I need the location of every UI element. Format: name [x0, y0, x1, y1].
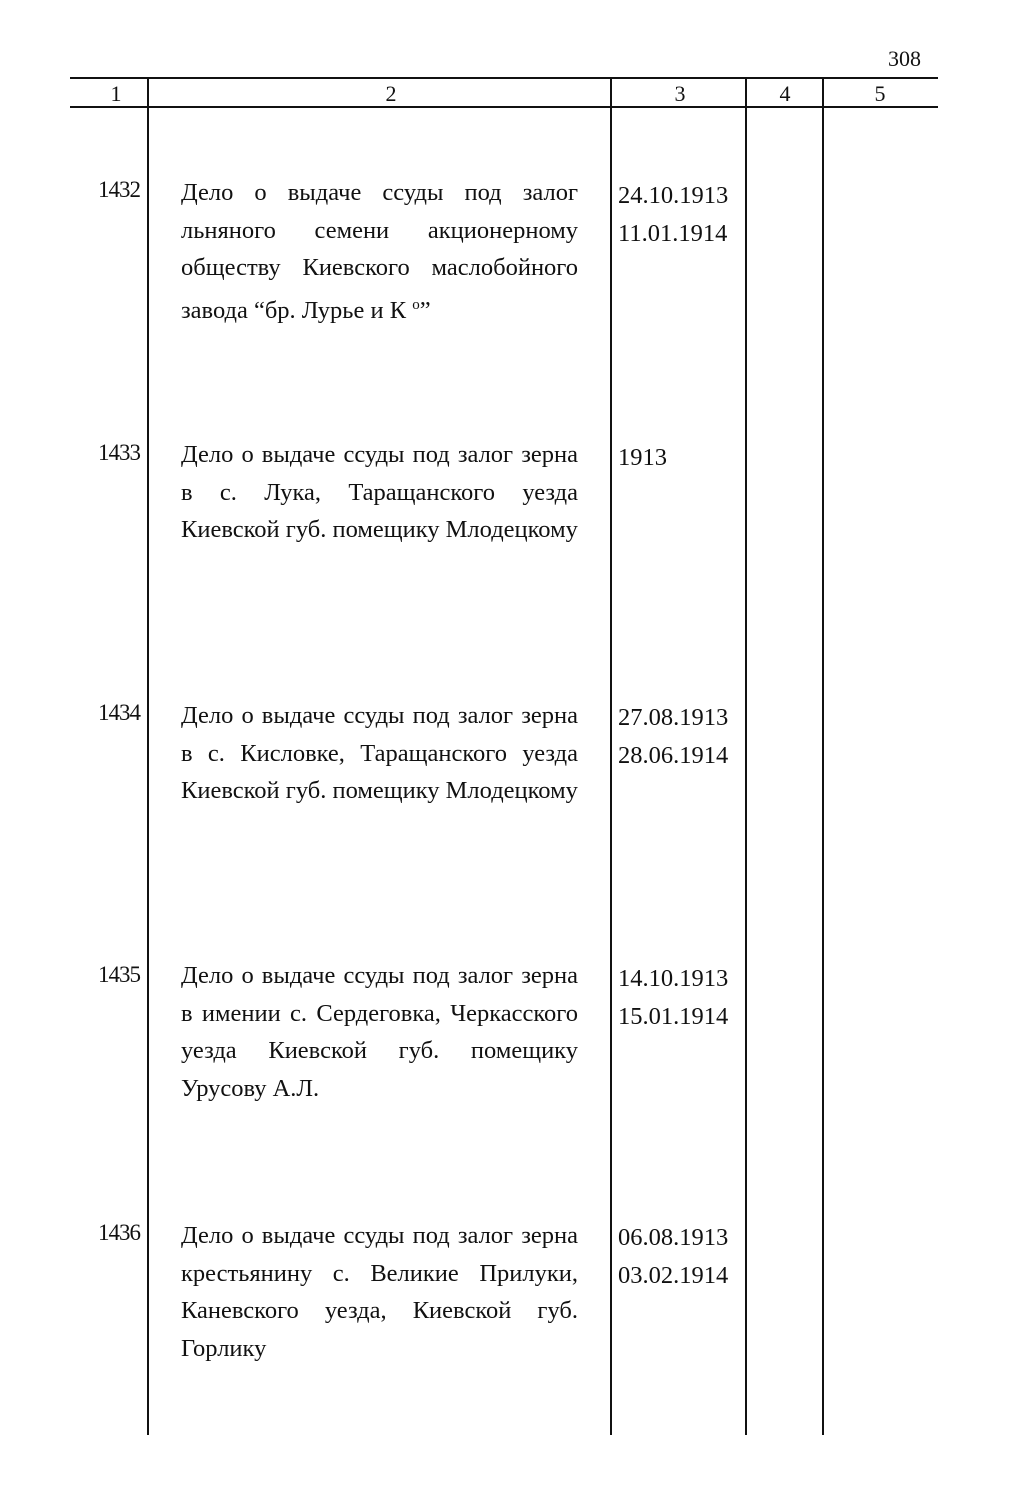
row-dates [618, 1219, 738, 1294]
row-number: 1435 [98, 962, 140, 987]
date-end: 28.06.1914 [618, 741, 729, 769]
date-start: 14.10.1913 [618, 965, 729, 992]
row-dates [618, 177, 738, 252]
column-divider-2 [610, 77, 612, 1435]
column-header-4: 4 [779, 81, 791, 106]
row-number: 1436 [98, 1220, 140, 1245]
header-top-rule [70, 77, 938, 79]
row-dates [618, 699, 738, 774]
row-dates [618, 960, 738, 1035]
date-end: 15.01.1914 [618, 1002, 729, 1030]
row-title [181, 174, 578, 329]
header-bottom-rule [70, 106, 938, 108]
row-title: Дело о выдаче ссуды под залог зерна в имении с. Сердеговка, Черкасского уезда Киевской губ. помещику Урусову А.Л. [181, 962, 578, 1102]
row-number: 1432 [98, 177, 140, 202]
row-title: Дело о выдаче ссуды под залог зерна в с. Кисловке, Таращанского уезда Киевской губ. помещику Млодецкому [181, 702, 578, 804]
row-title: Дело о выдаче ссуды под залог зерна в с. Лука, Таращанского уезда Киевской губ. помещику Млодецкому [181, 441, 578, 543]
date-end: 03.02.1914 [618, 1261, 729, 1289]
column-header-1: 1 [110, 81, 122, 106]
column-divider-3 [745, 77, 747, 1435]
row-dates [618, 439, 738, 477]
date-start: 1913 [618, 444, 667, 471]
row-title-text: Дело о выдаче ссуды под залог льняного семени акционерному обществу Киевского маслобойного завода “бр. Лурье и К [181, 179, 578, 324]
date-start: 06.08.1913 [618, 1224, 729, 1251]
row-title: Дело о выдаче ссуды под залог зерна крестьянину с. Великие Прилуки, Каневского уезда, Киевской губ. Горлику [181, 1222, 578, 1362]
column-header-3: 3 [674, 81, 686, 106]
date-start: 27.08.1913 [618, 704, 729, 731]
row-title-closing-quote: ” [419, 296, 431, 324]
row-number: 1434 [98, 700, 140, 725]
row-title-superscript: о [412, 296, 420, 313]
column-header-5: 5 [874, 81, 886, 106]
page-number: 308 [888, 46, 921, 71]
row-number: 1433 [98, 440, 140, 465]
column-divider-4 [822, 77, 824, 1435]
date-start: 24.10.1913 [618, 182, 729, 209]
date-end: 11.01.1914 [618, 219, 728, 247]
column-header-2: 2 [385, 81, 397, 106]
column-divider-1 [147, 77, 149, 1435]
